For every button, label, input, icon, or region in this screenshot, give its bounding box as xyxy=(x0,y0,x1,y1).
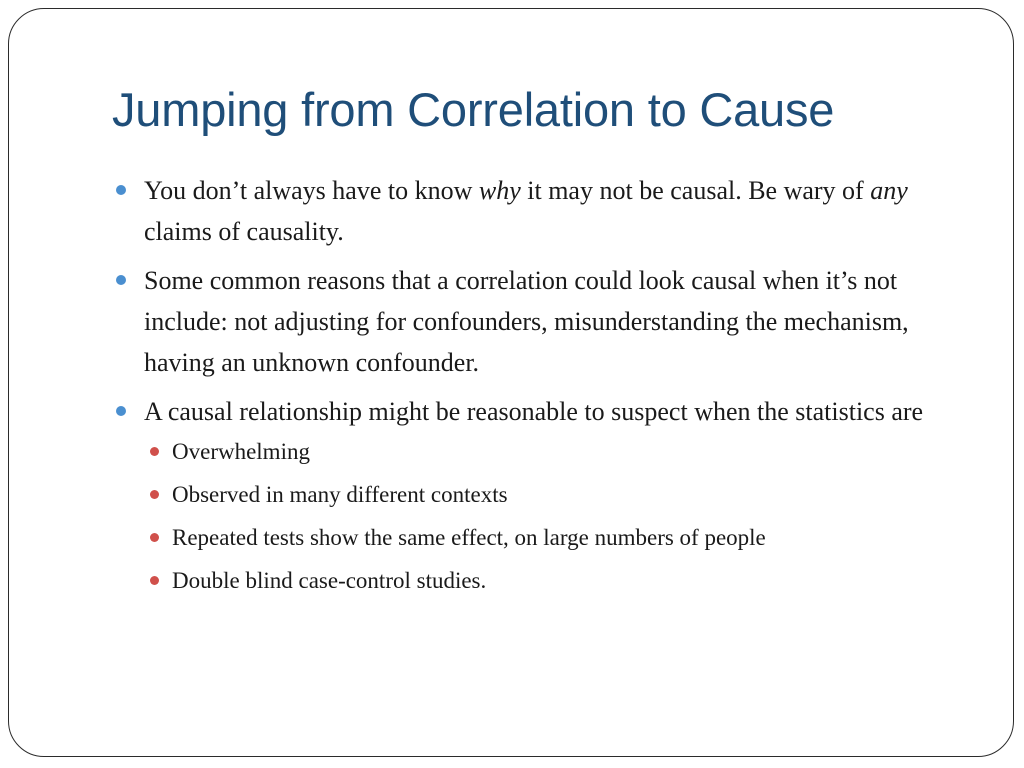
sub-bullet-text: Overwhelming xyxy=(172,439,310,464)
sub-bullet-text: Observed in many different contexts xyxy=(172,482,508,507)
bullet-text: A causal relationship might be reasonable to suspect when the statistics are xyxy=(144,397,924,426)
slide-title: Jumping from Correlation to Cause xyxy=(112,83,835,136)
bullet-text-part: it may not be causal. Be wary of xyxy=(520,176,871,205)
bullet-dot-icon xyxy=(116,185,126,195)
sub-bullet-item xyxy=(142,436,952,467)
sub-bullet-dot-icon xyxy=(150,490,159,499)
sub-bullet-text: Double blind case-control studies. xyxy=(172,568,487,593)
sub-bullet-dot-icon xyxy=(150,447,159,456)
bullet-emphasis: why xyxy=(478,176,521,205)
sub-bullet-item xyxy=(142,479,952,510)
bullet-dot-icon xyxy=(116,406,126,416)
bullet-item xyxy=(112,170,952,252)
bullet-item xyxy=(112,260,952,383)
sub-bullet-item xyxy=(142,565,952,596)
bullet-item xyxy=(112,391,952,596)
bullet-list xyxy=(112,170,952,608)
bullet-emphasis: any xyxy=(870,176,908,205)
sub-bullet-dot-icon xyxy=(150,533,159,542)
bullet-text: Some common reasons that a correlation could look causal when it’s not include: not adjusting for confounders, misunderstanding the mechanism, having an unknown confounder. xyxy=(144,266,909,377)
bullet-text-part: You don’t always have to know xyxy=(144,176,479,205)
sub-bullet-item xyxy=(142,522,952,553)
sub-bullet-text: Repeated tests show the same effect, on large numbers of people xyxy=(172,525,766,550)
sub-bullet-dot-icon xyxy=(150,576,159,585)
bullet-dot-icon xyxy=(116,275,126,285)
bullet-text-part: claims of causality. xyxy=(144,217,344,246)
sub-bullet-list xyxy=(144,436,952,596)
